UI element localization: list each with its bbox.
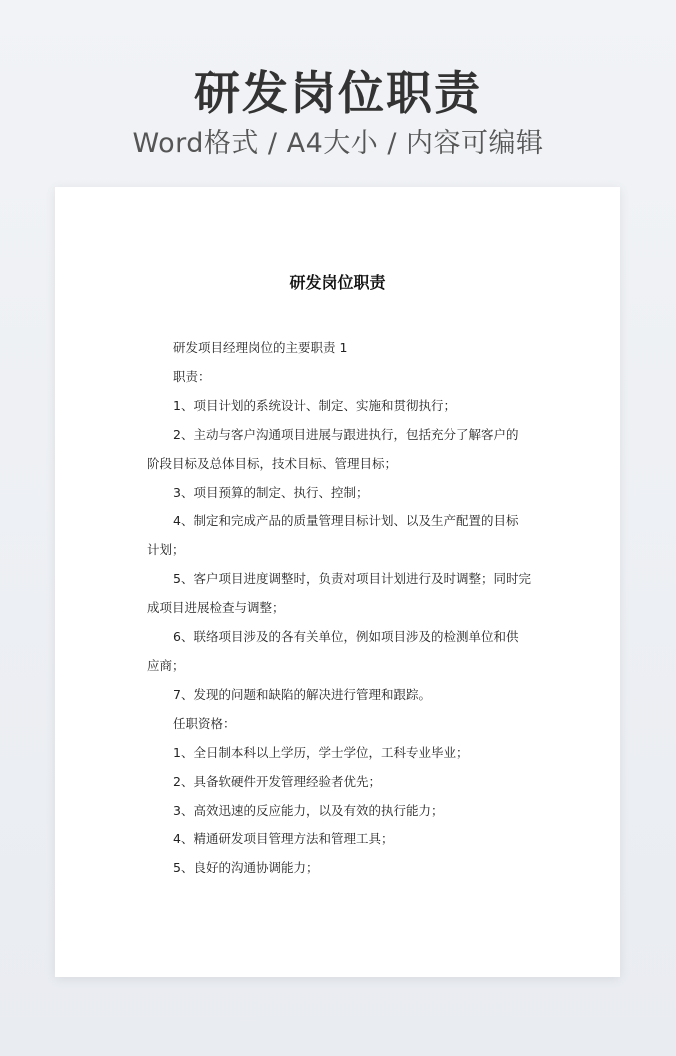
page-title: 研发岗位职责 (194, 66, 482, 120)
document-line: 任职资格： (173, 715, 236, 731)
document-line: 5、良好的沟通协调能力； (173, 860, 319, 876)
document-line: 4、制定和完成产品的质量管理目标计划、以及生产配置的目标 (173, 513, 519, 529)
document-line: 3、项目预算的制定、执行、控制； (173, 484, 369, 500)
document-line: 4、精通研发项目管理方法和管理工具； (173, 831, 394, 847)
document-line: 2、具备软硬件开发管理经验者优先； (173, 773, 381, 789)
document-line: 2、主动与客户沟通项目进展与跟进执行，包括充分了解客户的 (173, 426, 519, 442)
page-subtitle: Word格式 / A4大小 / 内容可编辑 (132, 128, 544, 159)
page-header (0, 62, 676, 162)
document-line: 1、项目计划的系统设计、制定、实施和贯彻执行； (173, 397, 456, 413)
document-body (147, 334, 531, 883)
document-line: 阶段目标及总体目标，技术目标、管理目标； (147, 455, 398, 471)
document-page (55, 187, 620, 977)
document-line: 7、发现的问题和缺陷的解决进行管理和跟踪。 (173, 686, 431, 702)
document-line: 应商； (147, 657, 185, 673)
document-line: 成项目进展检查与调整； (147, 600, 285, 616)
document-title: 研发岗位职责 (289, 273, 386, 292)
document-line: 职责： (173, 368, 211, 384)
document-line: 6、联络项目涉及的各有关单位，例如项目涉及的检测单位和供 (173, 629, 519, 645)
document-line: 3、高效迅速的反应能力，以及有效的执行能力； (173, 802, 444, 818)
document-line: 5、客户项目进度调整时，负责对项目计划进行及时调整；同时完 (173, 571, 531, 587)
document-line: 1、全日制本科以上学历，学士学位，工科专业毕业； (173, 744, 469, 760)
document-line: 研发项目经理岗位的主要职责 1 (173, 340, 348, 355)
document-line: 计划； (147, 542, 185, 558)
